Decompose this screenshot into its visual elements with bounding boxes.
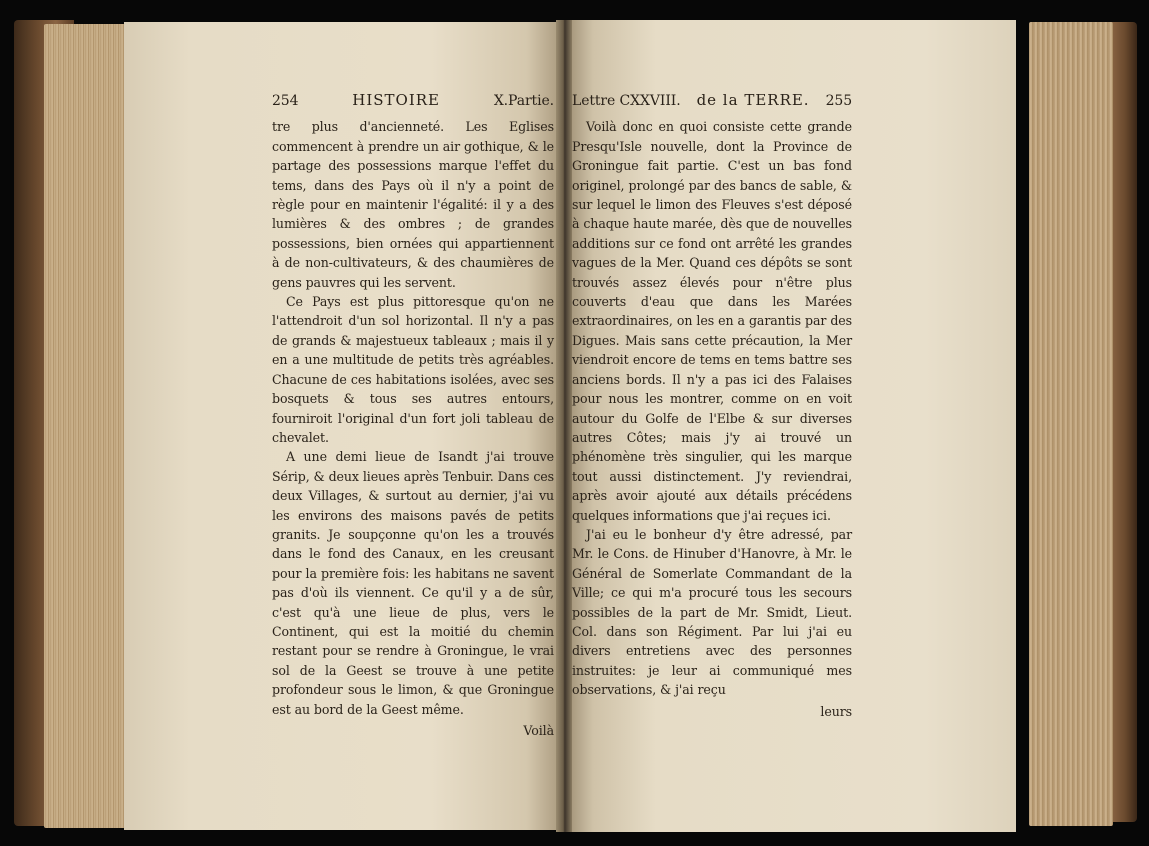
right-running-title: de la TERRE. xyxy=(696,91,810,109)
right-page-number: 255 xyxy=(825,93,852,109)
left-catchword: Voilà xyxy=(523,723,554,738)
right-paragraph-1: Voilà donc en quoi consiste cette grande Presqu'Isle nouvelle, dont la Province de Groningue fait partie. C'est un bas fond originel, prolongé par des bancs de sable, & sur lequel le limon des Fleuves s'est déposé à chaque haute marée, dès que de nouvelles additions sur ce fond ont arrêté les grandes vagues de la Mer. Quand ces dépôts se sont trouvés assez élevés pour n'être plus couverts d'eau que dans les Marées extraordinaires, on les en a garantis par des Digues. Mais sans cette précaution, la Mer viendroit encore de tems en tems battre ses anciens bords. Il n'y a pas ici des Falaises pour nous les montrer, comme on en voit autour du Golfe de l'Elbe & sur diverses autres Côtes; mais j'y ai trouvé un phénomène très singulier, qui les marque tout aussi distinctement. J'y reviendrai, après avoir ajouté aux détails précédens quelques informations que j'ai reçues ici. xyxy=(572,119,852,523)
book-gutter xyxy=(556,20,572,832)
right-page-text xyxy=(572,91,852,721)
right-paragraph-2: J'ai eu le bonheur d'y être adressé, par Mr. le Cons. de Hinuber d'Hanovre, à Mr. le Général de Somerlate Commandant de la Ville; ce qui m'a procuré tous les secours possibles de la part de Mr. Smidt, Lieut. Col. dans son Régiment. Par lui j'ai eu divers entretiens avec des personnes instruites: je leur ai communiqué mes observations, & j'ai reçu xyxy=(572,526,852,698)
right-running-head xyxy=(572,91,852,111)
left-section: X.Partie. xyxy=(493,93,554,109)
left-page-text xyxy=(272,91,554,740)
right-page-edges xyxy=(1029,22,1113,826)
left-page-edges xyxy=(44,24,130,828)
left-running-title: HISTOIRE xyxy=(352,91,440,109)
left-paragraph-1: tre plus d'ancienneté. Les Eglises commencent à prendre un air gothique, & le partage des possessions marque l'effet du tems, dans des Pays où il n'y a point de règle pour en maintenir l'égalité: il y a des lumières & des ombres ; de grandes possessions, bien ornées qui appartiennent à de non-cultivateurs, & des chaumières de gens pauvres qui les servent. xyxy=(272,119,554,290)
right-running-left: Lettre CXXVIII. xyxy=(572,93,681,109)
left-paragraph-3: A une demi lieue de Isandt j'ai trouve Sérip, & deux lieues après Tenbuir. Dans ces deux Villages, & surtout au dernier, j'ai vu les environs des maisons pavés de petits granits. Je soupçonne qu'on les a trouvés dans le fond des Canaux, en les creusant pour la première fois: les habitans ne savent pas d'où ils viennent. Ce qu'il y a de sûr, c'est qu'à une lieue de plus, vers le Continent, qui est la moitié du chemin restant pour se rendre à Groningue, le vrai sol de la Geest se trouve à une petite profondeur sous le limon, & que Groningue est au bord de la Geest même. xyxy=(272,449,554,717)
left-running-head xyxy=(272,91,554,111)
right-catchword: leurs xyxy=(820,703,852,719)
left-page-number: 254 xyxy=(272,93,299,109)
left-paragraph-2: Ce Pays est plus pittoresque qu'on ne l'attendroit d'un sol horizontal. Il n'y a pas de grands & majestueux tableaux ; mais il y en a une multitude de petits très agréables. Chacune de ces habitations isolées, avec ses bosquets & tous ses autres entours, fourniroit l'original d'un fort joli tableau de chevalet. xyxy=(272,294,554,445)
